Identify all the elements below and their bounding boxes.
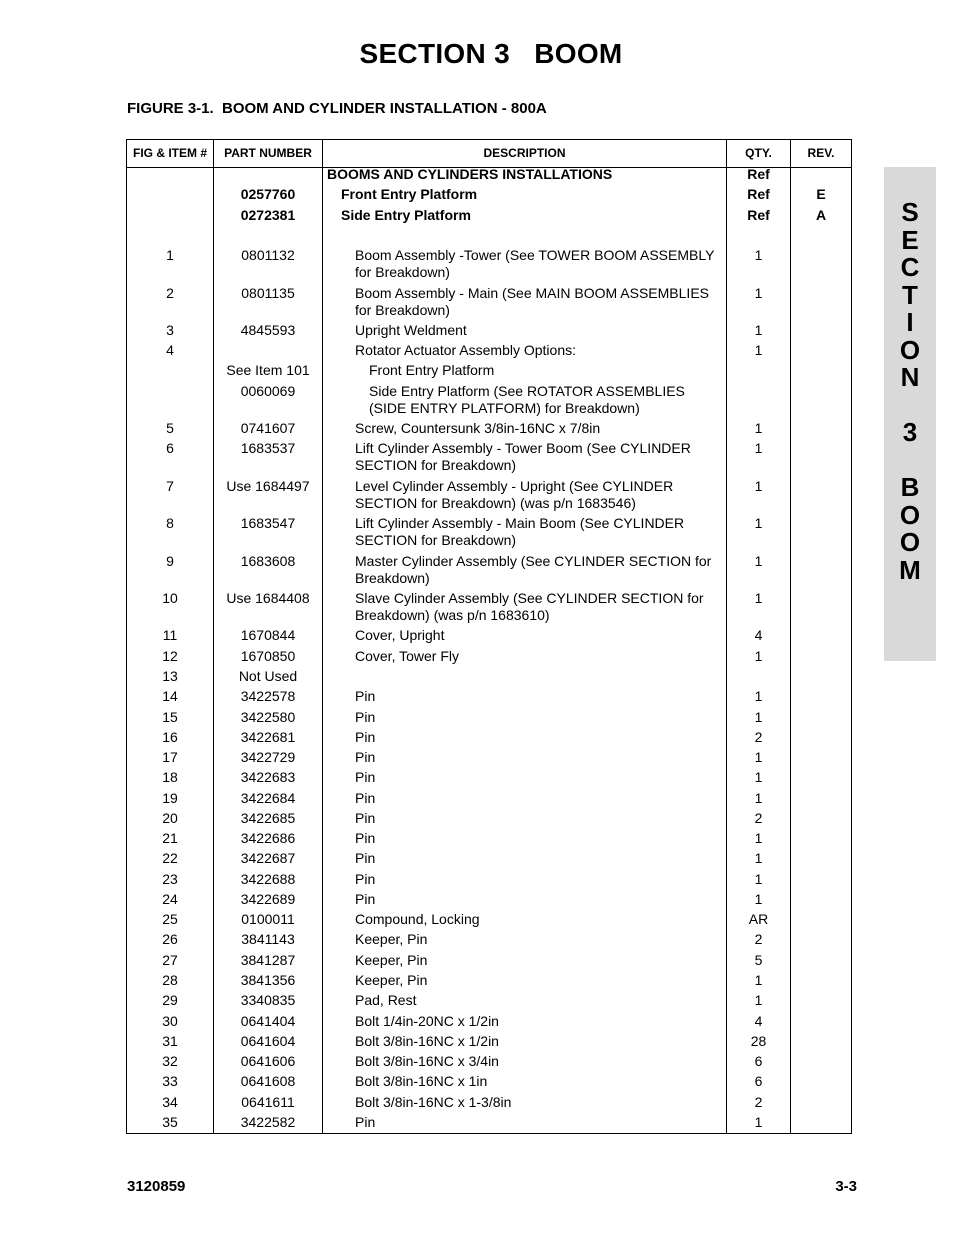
part-number-cell: Use 1684408	[226, 590, 310, 606]
part-number-cell: 1683537	[240, 440, 296, 456]
part-number-cell: 0641604	[240, 1033, 296, 1049]
description-cell: Pad, Rest	[355, 992, 417, 1008]
fig-item-cell: 9	[166, 553, 174, 569]
fig-item-cell: 20	[162, 810, 178, 826]
part-number-cell: 0641611	[241, 1094, 295, 1110]
part-number-cell: 3422582	[240, 1114, 296, 1130]
description-cell: Level Cylinder Assembly - Upright (See CYLINDER SECTION for Breakdown) (was p/n 1683546)	[355, 478, 674, 511]
column-divider	[790, 140, 791, 1133]
fig-item-cell: 16	[162, 729, 178, 745]
description-cell: Pin	[355, 769, 376, 785]
qty-cell: 1	[754, 871, 763, 887]
fig-item-cell: 29	[162, 992, 178, 1008]
description-cell: Pin	[355, 830, 376, 846]
fig-item-cell: 31	[162, 1033, 178, 1049]
part-number-cell: Not Used	[238, 668, 298, 684]
fig-item-cell: 11	[162, 627, 178, 643]
header-fig-item: FIG & ITEM #	[132, 146, 207, 160]
part-number-cell: 1670844	[240, 627, 296, 643]
header-qty: QTY.	[745, 146, 772, 160]
description-cell: Pin	[355, 810, 376, 826]
part-number-cell: 0272381	[240, 207, 296, 223]
fig-item-cell: 35	[162, 1114, 178, 1130]
qty-cell: 1	[754, 891, 763, 907]
description-cell: Bolt 1/4in-20NC x 1/2in	[355, 1013, 499, 1029]
qty-cell: 1	[754, 830, 763, 846]
description-cell: Slave Cylinder Assembly (See CYLINDER SECTION for Breakdown) (was p/n 1683610)	[355, 590, 704, 623]
description-cell: Boom Assembly -Tower (See TOWER BOOM ASSEMBLY for Breakdown)	[355, 247, 715, 280]
part-number-cell: See Item 101	[226, 362, 310, 378]
fig-item-cell: 8	[166, 515, 174, 531]
description-cell: Pin	[355, 688, 376, 704]
qty-cell: 2	[754, 1094, 763, 1110]
qty-cell: 1	[754, 420, 763, 436]
footer-document-number: 3120859	[127, 1178, 186, 1195]
part-number-cell: 3340835	[240, 992, 296, 1008]
description-cell: Screw, Countersunk 3/8in-16NC x 7/8in	[355, 420, 601, 436]
part-number-cell: 3422729	[240, 749, 296, 765]
header-part-number: PART NUMBER	[224, 146, 312, 160]
column-divider	[322, 140, 323, 1133]
description-cell: Bolt 3/8in-16NC x 3/4in	[355, 1053, 499, 1069]
qty-cell: 1	[754, 769, 763, 785]
part-number-cell: 3422689	[240, 891, 296, 907]
qty-cell: 6	[754, 1073, 763, 1089]
fig-item-cell: 22	[162, 850, 178, 866]
page-title: SECTION 3 BOOM	[359, 38, 623, 69]
part-number-cell: 3422580	[240, 709, 296, 725]
part-number-cell: 0801132	[241, 247, 295, 263]
qty-cell: 1	[754, 247, 763, 263]
qty-cell: 1	[754, 1114, 763, 1130]
fig-item-cell: 19	[162, 790, 178, 806]
fig-item-cell: 12	[162, 648, 178, 664]
part-number-cell: 0100011	[241, 911, 295, 927]
qty-cell: 1	[754, 749, 763, 765]
description-cell: Pin	[355, 871, 376, 887]
description-cell: Front Entry Platform	[369, 362, 495, 378]
fig-item-cell: 27	[162, 952, 178, 968]
fig-item-cell: 18	[162, 769, 178, 785]
description-cell: Bolt 3/8in-16NC x 1-3/8in	[355, 1094, 512, 1110]
fig-item-cell: 32	[162, 1053, 178, 1069]
qty-cell: 2	[754, 729, 763, 745]
description-cell: Keeper, Pin	[355, 931, 428, 947]
part-number-cell: 3841143	[241, 931, 295, 947]
description-cell: Side Entry Platform	[341, 207, 471, 223]
fig-item-cell: 33	[162, 1073, 178, 1089]
part-number-cell: 3422681	[240, 729, 296, 745]
qty-cell: 1	[754, 688, 763, 704]
description-cell: Pin	[355, 891, 376, 907]
header-description: DESCRIPTION	[483, 146, 566, 160]
part-number-cell: 3841287	[240, 952, 296, 968]
qty-cell: 1	[754, 285, 763, 301]
description-cell: Pin	[355, 709, 376, 725]
part-number-cell: Use 1684497	[226, 478, 310, 494]
section-side-tab	[884, 167, 936, 661]
description-cell: Lift Cylinder Assembly - Main Boom (See CYLINDER SECTION for Breakdown)	[355, 515, 685, 548]
fig-item-cell: 28	[162, 972, 178, 988]
fig-item-cell: 17	[162, 749, 178, 765]
fig-item-cell: 26	[162, 931, 178, 947]
part-number-cell: 3422688	[240, 871, 296, 887]
fig-item-cell: 3	[166, 322, 174, 338]
description-cell: Pin	[355, 790, 376, 806]
figure-title: FIGURE 3-1. BOOM AND CYLINDER INSTALLATION - 800A	[127, 100, 547, 117]
description-cell: Pin	[355, 1114, 376, 1130]
fig-item-cell: 15	[162, 709, 178, 725]
fig-item-cell: 4	[166, 342, 174, 358]
qty-cell: 1	[754, 515, 763, 531]
qty-cell: 2	[754, 810, 763, 826]
description-cell: Keeper, Pin	[355, 972, 428, 988]
qty-cell: 1	[754, 322, 763, 338]
qty-cell: 1	[754, 553, 763, 569]
fig-item-cell: 25	[162, 911, 178, 927]
qty-cell: AR	[748, 911, 769, 927]
description-cell: Keeper, Pin	[355, 952, 428, 968]
qty-cell: 1	[754, 648, 763, 664]
fig-item-cell: 23	[162, 871, 178, 887]
part-number-cell: 3422684	[240, 790, 296, 806]
fig-item-cell: 10	[162, 590, 178, 606]
fig-item-cell: 14	[162, 688, 178, 704]
fig-item-cell: 2	[166, 285, 174, 301]
qty-cell: 6	[754, 1053, 763, 1069]
qty-cell: 4	[754, 1013, 763, 1029]
parts-table	[126, 139, 852, 1134]
part-number-cell: 1683547	[240, 515, 296, 531]
header-rev: REV.	[807, 146, 835, 160]
qty-cell: 1	[754, 478, 763, 494]
fig-item-cell: 7	[166, 478, 174, 494]
fig-item-cell: 13	[162, 668, 178, 684]
qty-cell: 1	[754, 342, 763, 358]
side-tab-label: S E C T I O N 3 B O O M	[899, 197, 921, 585]
description-cell: Pin	[355, 729, 376, 745]
description-cell: Cover, Tower Fly	[355, 648, 459, 664]
description-cell: Bolt 3/8in-16NC x 1/2in	[355, 1033, 499, 1049]
qty-cell: 1	[754, 440, 763, 456]
footer-page-number: 3-3	[835, 1178, 857, 1195]
qty-cell: 28	[750, 1033, 767, 1049]
qty-cell: 1	[754, 590, 763, 606]
description-cell: Boom Assembly - Main (See MAIN BOOM ASSEMBLIES for Breakdown)	[355, 285, 709, 318]
qty-cell: 1	[754, 850, 763, 866]
fig-item-cell: 1	[166, 247, 174, 263]
part-number-cell: 0801135	[241, 285, 295, 301]
description-cell: Front Entry Platform	[341, 186, 478, 202]
qty-cell: 1	[754, 790, 763, 806]
part-number-cell: 3422683	[240, 769, 296, 785]
qty-cell: 1	[754, 972, 763, 988]
fig-item-cell: 30	[162, 1013, 178, 1029]
part-number-cell: 0060069	[240, 383, 296, 399]
part-number-cell: 1670850	[240, 648, 296, 664]
part-number-cell: 1683608	[240, 553, 296, 569]
description-cell: Lift Cylinder Assembly - Tower Boom (See CYLINDER SECTION for Breakdown)	[355, 440, 691, 473]
fig-item-cell: 34	[162, 1094, 178, 1110]
fig-item-cell: 24	[162, 891, 178, 907]
qty-cell: Ref	[747, 166, 770, 182]
description-cell: BOOMS AND CYLINDERS INSTALLATIONS	[327, 166, 613, 182]
fig-item-cell: 21	[162, 830, 178, 846]
description-cell: Master Cylinder Assembly (See CYLINDER SECTION for Breakdown)	[355, 553, 712, 586]
description-cell: Pin	[355, 850, 376, 866]
qty-cell: 4	[754, 627, 763, 643]
qty-cell: 1	[754, 709, 763, 725]
qty-cell: Ref	[747, 186, 770, 202]
part-number-cell: 3422685	[240, 810, 296, 826]
part-number-cell: 0641404	[240, 1013, 296, 1029]
table-header	[127, 140, 851, 168]
description-cell: Pin	[355, 749, 376, 765]
qty-cell: 1	[754, 992, 763, 1008]
part-number-cell: 3422687	[240, 850, 296, 866]
description-cell: Rotator Actuator Assembly Options:	[355, 342, 576, 358]
rev-cell: A	[815, 207, 827, 223]
qty-cell: Ref	[747, 207, 770, 223]
rev-cell: E	[816, 186, 826, 202]
description-cell: Cover, Upright	[355, 627, 445, 643]
part-number-cell: 0741607	[240, 420, 296, 436]
description-cell: Bolt 3/8in-16NC x 1in	[355, 1073, 488, 1089]
part-number-cell: 0641608	[240, 1073, 296, 1089]
qty-cell: 2	[754, 931, 763, 947]
fig-item-cell: 6	[166, 440, 174, 456]
part-number-cell: 0641606	[240, 1053, 296, 1069]
part-number-cell: 3841356	[240, 972, 296, 988]
part-number-cell: 3422578	[240, 688, 296, 704]
description-cell: Side Entry Platform (See ROTATOR ASSEMBLIES (SIDE ENTRY PLATFORM) for Breakdown)	[369, 383, 685, 416]
description-cell: Compound, Locking	[355, 911, 480, 927]
description-cell: Upright Weldment	[355, 322, 467, 338]
part-number-cell: 4845593	[240, 322, 296, 338]
part-number-cell: 3422686	[240, 830, 296, 846]
qty-cell: 5	[754, 952, 763, 968]
part-number-cell: 0257760	[240, 186, 296, 202]
fig-item-cell: 5	[166, 420, 174, 436]
